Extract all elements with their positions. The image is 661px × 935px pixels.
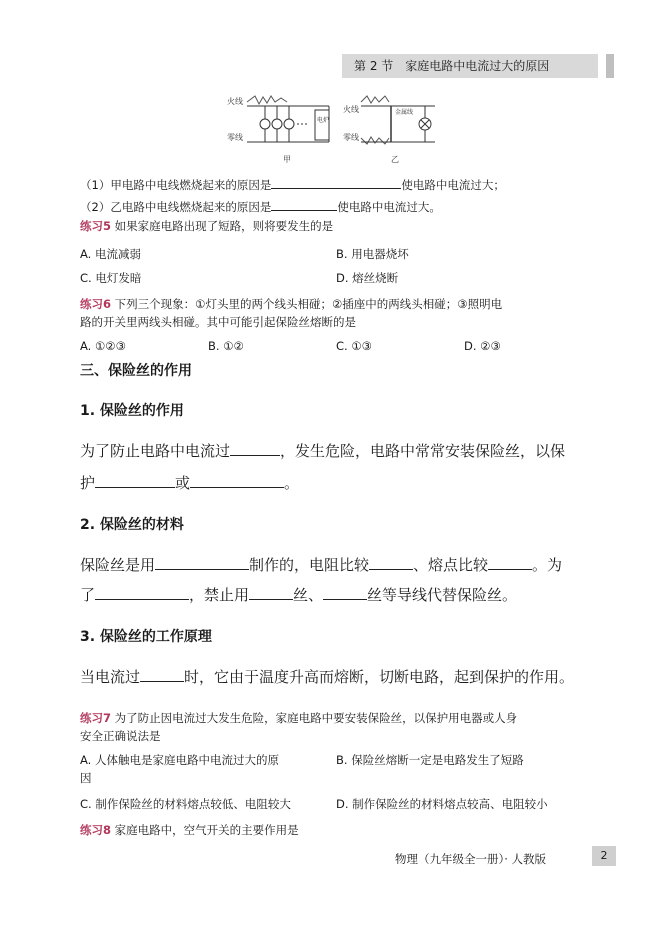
- circuit-diagram-svg: [225, 92, 445, 168]
- section-header: 第 2 节 家庭电路中电流过大的原因: [342, 54, 598, 78]
- answer-blank[interactable]: [271, 196, 337, 211]
- question-2: （2）乙电路中电线燃烧起来的原因是 使电路中电流过大。: [80, 196, 441, 215]
- metal-wire-label: 金属线: [395, 109, 414, 116]
- subsection-2-title: 2. 保险丝的材料: [80, 517, 184, 533]
- ex6-option-c[interactable]: C. ①③: [336, 339, 372, 353]
- answer-blank[interactable]: [271, 174, 401, 189]
- ex6-option-b[interactable]: B. ①②: [208, 339, 244, 353]
- answer-blank[interactable]: [190, 473, 284, 488]
- section-3-title: 三、保险丝的作用: [80, 363, 192, 379]
- lamp-icon: [272, 119, 282, 129]
- right-zero-label: 零线: [343, 133, 359, 142]
- subsection-3-line1: 当电流过 时，它由于温度升高而熔断，切断电路，起到保护的作用。: [80, 668, 575, 686]
- subsection-1-line1: 为了防止电路中电流过 ，发生危险，电路中常常安装保险丝，以保: [80, 442, 566, 460]
- answer-blank[interactable]: [249, 585, 293, 600]
- answer-blank[interactable]: [95, 473, 175, 488]
- circuit-diagram: [225, 92, 445, 168]
- answer-blank[interactable]: [155, 555, 249, 570]
- answer-blank[interactable]: [488, 555, 532, 570]
- electric-stove-icon: [315, 110, 329, 140]
- right-zero-flame-icon: [361, 137, 389, 144]
- answer-blank[interactable]: [95, 585, 189, 600]
- right-fire-flame-icon: [361, 96, 389, 103]
- subsection-2-line1: 保险丝是用 制作的，电阻比较 、熔点比较 。为: [80, 556, 563, 574]
- left-caption: 甲: [283, 155, 291, 164]
- lamp-icon: [260, 119, 270, 129]
- ex7-option-c[interactable]: C. 制作保险丝的材料熔点较低、电阻较大: [80, 797, 291, 811]
- ex7-option-d[interactable]: D. 制作保险丝的材料熔点较高、电阻较小: [336, 797, 548, 811]
- ex5-option-a[interactable]: A. 电流减弱: [80, 247, 141, 261]
- footer-book-title: 物理（九年级全一册）· 人教版: [395, 852, 547, 866]
- ex5-option-d[interactable]: D. 熔丝烧断: [336, 271, 399, 285]
- ex6-option-a[interactable]: A. ①②③: [80, 339, 126, 353]
- right-caption: 乙: [391, 155, 399, 164]
- ex7-option-b[interactable]: B. 保险丝熔断一定是电路发生了短路: [336, 753, 524, 767]
- answer-blank[interactable]: [230, 441, 280, 456]
- subsection-2-line2: 了 ，禁止用 丝、 丝等导线代替保险丝。: [80, 586, 518, 604]
- left-zero-label: 零线: [227, 133, 243, 142]
- exercise-6-line1: 练习6 下列三个现象：①灯头里的两个线头相碰；②插座中的两线头相碰；③照明电: [80, 297, 503, 311]
- left-fire-flame-icon: [247, 96, 287, 104]
- answer-blank[interactable]: [140, 667, 184, 682]
- exercise-8: 练习8 家庭电路中，空气开关的主要作用是: [80, 823, 299, 837]
- right-fire-label: 火线: [343, 105, 359, 114]
- header-tab-decoration: [606, 54, 614, 78]
- subsection-3-title: 3. 保险丝的工作原理: [80, 629, 212, 645]
- ex6-option-d[interactable]: D. ②③: [464, 339, 501, 353]
- ex7-option-a-cont: 因: [80, 771, 92, 785]
- exercise-7-line2: 安全正确说法是: [80, 729, 161, 743]
- left-fire-label: 火线: [227, 97, 243, 106]
- subsection-1-title: 1. 保险丝的作用: [80, 403, 184, 419]
- appliance-label: 电炉: [317, 117, 330, 124]
- page-number: 2: [592, 846, 616, 866]
- lamp-icon: [284, 119, 294, 129]
- subsection-1-line2: 护 或 。: [80, 474, 300, 492]
- exercise-7-line1: 练习7 为了防止因电流过大发生危险，家庭电路中要安装保险丝，以保护用电器或人身: [80, 711, 518, 725]
- exercise-5: 练习5 如果家庭电路出现了短路，则将要发生的是: [80, 219, 334, 233]
- answer-blank[interactable]: [369, 555, 413, 570]
- question-1: （1）甲电路中电线燃烧起来的原因是 使电路中电流过大；: [80, 174, 505, 193]
- ex7-option-a[interactable]: A. 人体触电是家庭电路中电流过大的原: [80, 753, 279, 767]
- exercise-6-line2: 路的开关里两线头相碰。其中可能引起保险丝熔断的是: [80, 315, 356, 329]
- answer-blank[interactable]: [323, 585, 367, 600]
- ex5-option-b[interactable]: B. 用电器烧坏: [336, 247, 409, 261]
- ex5-option-c[interactable]: C. 电灯发暗: [80, 271, 142, 285]
